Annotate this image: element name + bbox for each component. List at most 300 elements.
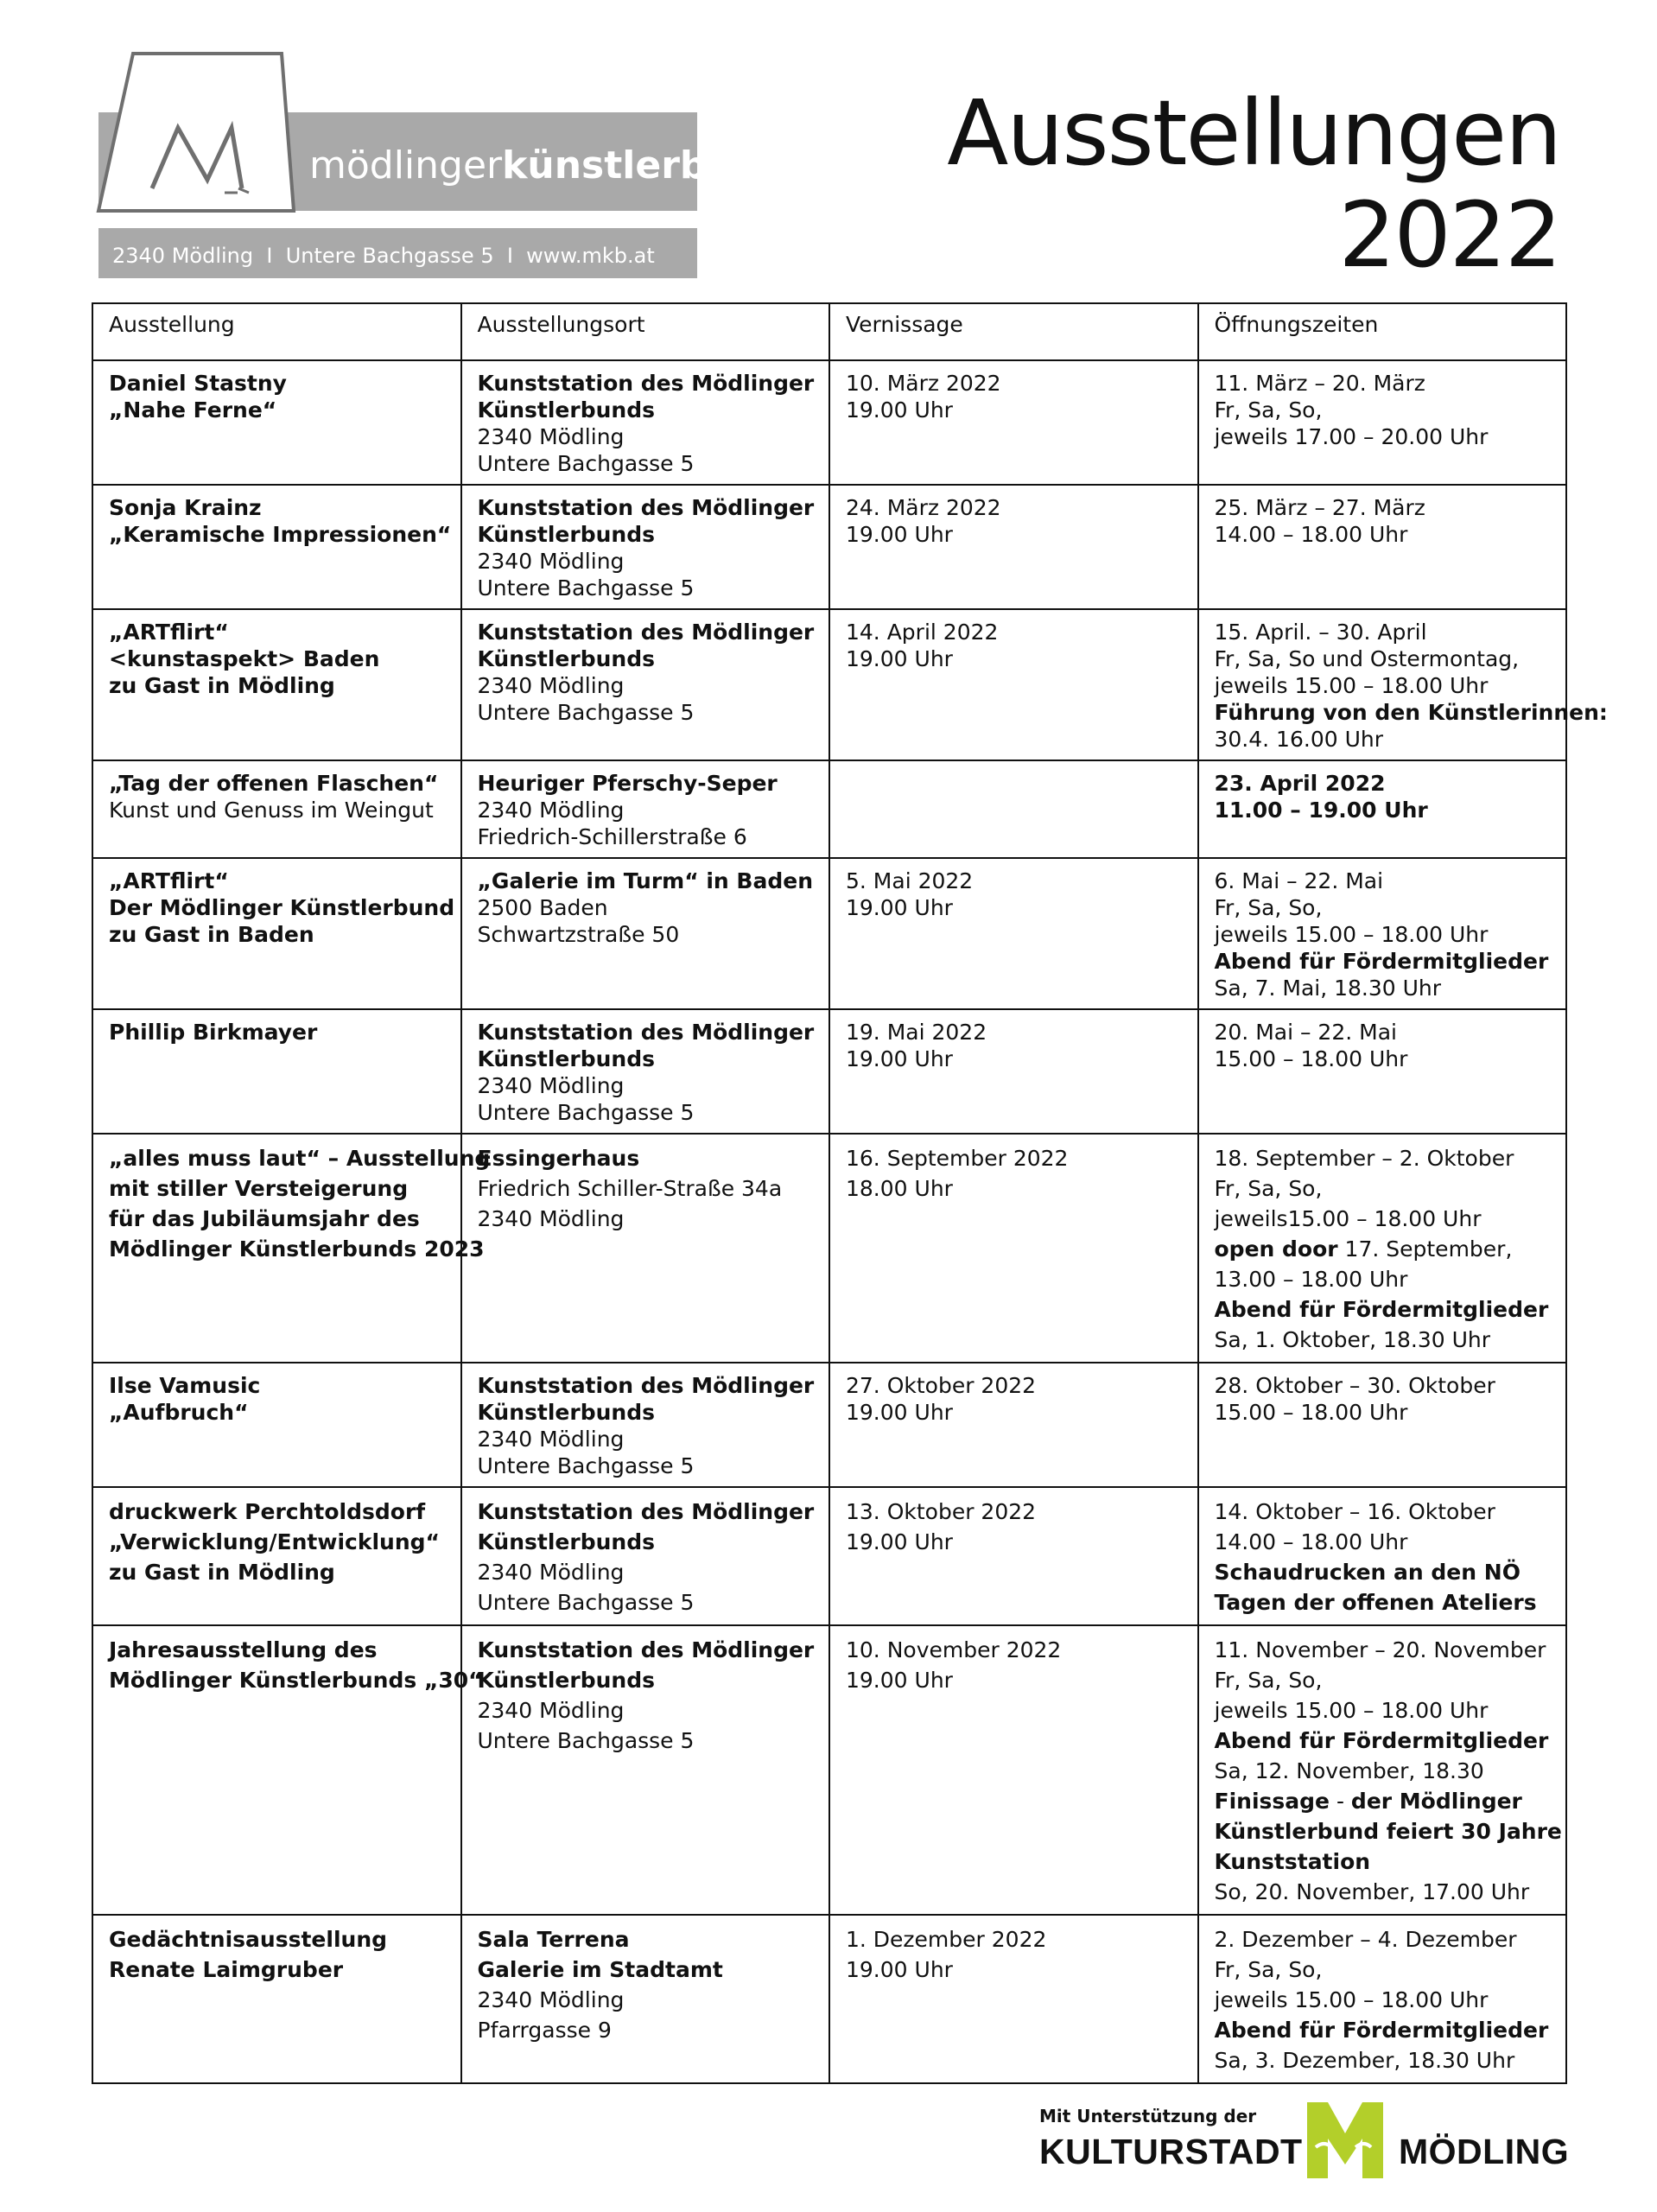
cell-text: Fr, Sa, So, [1214, 1957, 1323, 1982]
kulturstadt-text: KULTURSTADT [1039, 2132, 1303, 2171]
cell-line [109, 1497, 445, 1527]
cell-line [109, 397, 445, 423]
cell-text: Kunststation des Mödlinger [477, 1373, 815, 1398]
cell-text: 18. September – 2. Oktober [1214, 1146, 1514, 1171]
cell-text: Abend für Fördermitglieder [1214, 2018, 1549, 2043]
cell-text: 2340 Mödling [477, 549, 625, 574]
cell-text: 2340 Mödling [477, 1987, 625, 2012]
cell-line [109, 1372, 445, 1399]
cell-line [478, 1726, 814, 1756]
header-ausstellung: Ausstellung [92, 303, 461, 360]
cell-text: Untere Bachgasse 5 [477, 700, 695, 725]
table-row [92, 1487, 1566, 1625]
cell-line [478, 1399, 814, 1426]
cell-line [478, 521, 814, 548]
cell-oeffnungszeiten [1198, 760, 1567, 858]
cell-text: Pfarrgasse 9 [477, 2018, 612, 2043]
cell-line [478, 868, 814, 894]
cell-line [478, 1527, 814, 1557]
cell-text: jeweils 15.00 – 18.00 Uhr [1214, 673, 1489, 698]
cell-line [478, 1173, 814, 1204]
cell-line [478, 823, 814, 850]
cell-line [846, 1173, 1182, 1204]
mkb-logo [95, 50, 789, 283]
cell-text: 16. September 2022 [846, 1146, 1069, 1171]
cell-line [109, 868, 445, 894]
cell-line [478, 1985, 814, 2015]
cell-line [1215, 1497, 1551, 1527]
cell-line [109, 1143, 491, 1173]
table-row [92, 1915, 1566, 2083]
cell-line [478, 770, 814, 797]
cell-vernissage [829, 609, 1198, 760]
cell-ausstellungsort [461, 1487, 830, 1625]
cell-text: Daniel Stastny [109, 371, 287, 396]
cell-text: Untere Bachgasse 5 [477, 1100, 695, 1125]
logo-name-bold: künstlerbund [502, 143, 789, 188]
cell-text: Untere Bachgasse 5 [477, 575, 695, 601]
cell-text: 11.00 – 19.00 Uhr [1214, 798, 1428, 823]
cell-text: Kunststation des Mödlinger [477, 1499, 815, 1524]
cell-line [846, 521, 1182, 548]
cell-line [109, 494, 445, 521]
cell-line [846, 1399, 1182, 1426]
cell-text: 2340 Mödling [477, 798, 625, 823]
cell-text: 19.00 Uhr [846, 646, 953, 671]
cell-line [478, 397, 814, 423]
cell-vernissage [829, 1009, 1198, 1134]
cell-line [1215, 1726, 1551, 1756]
cell-line [846, 1143, 1182, 1173]
cell-text: 18.00 Uhr [846, 1176, 953, 1201]
cell-line [1215, 1955, 1551, 1985]
cell-line [1215, 1695, 1551, 1726]
cell-text: 2340 Mödling [477, 1206, 625, 1231]
cell-text: Jahresausstellung des [109, 1637, 378, 1662]
cell-ausstellung [92, 1625, 483, 1915]
table-row [92, 760, 1566, 858]
cell-text-rest: 17. September, [1337, 1236, 1513, 1262]
cell-vernissage [829, 1487, 1198, 1625]
cell-text: zu Gast in Mödling [109, 673, 335, 698]
cell-ausstellung [92, 1915, 461, 2083]
cell-line [1215, 1635, 1551, 1665]
cell-line [478, 1372, 814, 1399]
cell-text: Kunststation des Mödlinger [477, 371, 815, 396]
cell-text: Kunststation des Mödlinger [477, 1020, 815, 1045]
cell-oeffnungszeiten [1198, 609, 1608, 760]
cell-line [109, 619, 445, 645]
cell-line [846, 1955, 1182, 1985]
cell-text: Künstlerbunds [477, 397, 655, 423]
cell-line [846, 645, 1182, 672]
cell-text: 25. März – 27. März [1214, 495, 1425, 520]
cell-text: 6. Mai – 22. Mai [1214, 868, 1384, 893]
cell-text: 20. Mai – 22. Mai [1214, 1020, 1397, 1045]
cell-line [478, 450, 814, 477]
cell-line [478, 548, 814, 575]
cell-line [1215, 370, 1551, 397]
support-text: Mit Unterstützung der [1039, 2106, 1257, 2126]
cell-text: 1. Dezember 2022 [846, 1927, 1047, 1952]
cell-text: „ARTflirt“ [109, 620, 229, 645]
cell-text: Fr, Sa, So, [1214, 1668, 1323, 1693]
cell-text: Fr, Sa, So, [1214, 1176, 1323, 1201]
cell-oeffnungszeiten [1198, 1487, 1567, 1625]
cell-text: Untere Bachgasse 5 [477, 1590, 695, 1615]
cell-line [1215, 1204, 1551, 1234]
cell-text: Renate Laimgruber [109, 1957, 344, 1982]
cell-line [478, 370, 814, 397]
cell-line [1215, 1756, 1551, 1786]
moedling-text: MÖDLING [1399, 2132, 1570, 2171]
cell-text: 19.00 Uhr [846, 895, 953, 920]
cell-line [109, 1665, 483, 1695]
cell-line [478, 2015, 814, 2045]
cell-line [846, 894, 1182, 921]
cell-text: 13. Oktober 2022 [846, 1499, 1037, 1524]
cell-text: jeweils 17.00 – 20.00 Uhr [1214, 424, 1489, 449]
cell-line [1215, 1557, 1551, 1587]
cell-text: Ilse Vamusic [109, 1373, 261, 1398]
cell-text: 2340 Mödling [477, 1073, 625, 1098]
cell-text: Sala Terrena [477, 1927, 630, 1952]
logo-name-light: mödlinger [309, 143, 503, 188]
cell-text: Künstlerbunds [477, 1046, 655, 1071]
cell-text: Künstlerbunds [477, 1400, 655, 1425]
cell-vernissage [829, 760, 1198, 858]
cell-line [1215, 868, 1551, 894]
title-line-2: 2022 [1338, 182, 1560, 288]
cell-ausstellungsort [461, 609, 830, 760]
cell-oeffnungszeiten [1198, 360, 1567, 485]
cell-line [478, 699, 814, 726]
cell-line [846, 397, 1182, 423]
cell-line [846, 1046, 1182, 1072]
cell-line [109, 1924, 445, 1955]
cell-text: Mödlinger Künstlerbunds „30“ [109, 1668, 483, 1693]
cell-oeffnungszeiten [1198, 1363, 1567, 1487]
cell-line [1215, 1173, 1551, 1204]
cell-line [478, 672, 814, 699]
cell-text: 19.00 Uhr [846, 1668, 953, 1693]
cell-text: 13.00 – 18.00 Uhr [1214, 1267, 1408, 1292]
cell-ausstellungsort [461, 1625, 830, 1915]
cell-oeffnungszeiten [1198, 485, 1567, 609]
cell-line [109, 645, 445, 672]
cell-vernissage [829, 1134, 1198, 1363]
cell-line [478, 1452, 814, 1479]
svg-text:mödlingerkünstlerbund [309, 143, 789, 188]
cell-ausstellung [92, 1009, 461, 1134]
cell-text: 30.4. 16.00 Uhr [1214, 727, 1383, 752]
cell-line [478, 1665, 814, 1695]
cell-text: 24. März 2022 [846, 495, 1001, 520]
title-line-1: Ausstellungen [947, 80, 1560, 186]
cell-text: mit stiller Versteigerung [109, 1176, 409, 1201]
cell-ausstellung [92, 1487, 461, 1625]
cell-text: 2500 Baden [477, 895, 608, 920]
cell-text: 2340 Mödling [477, 1560, 625, 1585]
cell-text: Kunststation des Mödlinger [477, 495, 815, 520]
cell-text: 19. Mai 2022 [846, 1020, 987, 1045]
cell-text: Sonja Krainz [109, 495, 262, 520]
cell-text: druckwerk Perchtoldsdorf [109, 1499, 426, 1524]
cell-line [109, 1527, 445, 1557]
cell-ausstellung [92, 360, 461, 485]
cell-text: Essingerhaus [477, 1146, 640, 1171]
cell-line [478, 1099, 814, 1126]
cell-vernissage [829, 360, 1198, 485]
table-row [92, 1363, 1566, 1487]
cell-text: „alles muss laut“ – Ausstellung [109, 1146, 491, 1171]
cell-text: 2. Dezember – 4. Dezember [1214, 1927, 1517, 1952]
cell-text: „Nahe Ferne“ [109, 397, 277, 423]
table-row [92, 609, 1566, 760]
cell-line [109, 1173, 445, 1204]
cell-line [478, 894, 814, 921]
logo-m-icon [98, 54, 294, 211]
cell-line [109, 1019, 445, 1046]
cell-ausstellung [92, 609, 461, 760]
cell-text: 14. Oktober – 16. Oktober [1214, 1499, 1495, 1524]
cell-text: 19.00 Uhr [846, 1529, 953, 1554]
cell-text: Kunststation des Mödlinger [477, 620, 815, 645]
cell-line [846, 1924, 1182, 1955]
cell-line [1215, 1372, 1551, 1399]
sponsor-footer [1032, 2095, 1585, 2182]
cell-line [1215, 797, 1551, 823]
cell-line [478, 1046, 814, 1072]
cell-line [478, 1587, 814, 1618]
cell-line [478, 1635, 814, 1665]
cell-text: Abend für Fördermitglieder [1214, 949, 1549, 974]
cell-vernissage [829, 1625, 1198, 1915]
table-row [92, 858, 1566, 1009]
cell-line [1215, 948, 1551, 975]
cell-line [109, 1557, 445, 1587]
cell-line [478, 1426, 814, 1452]
cell-ausstellung [92, 485, 461, 609]
cell-text: <kunstaspekt> Baden [109, 646, 380, 671]
cell-line [1215, 975, 1551, 1001]
cell-text: 5. Mai 2022 [846, 868, 974, 893]
cell-line [846, 1372, 1182, 1399]
cell-text: Abend für Fördermitglieder [1214, 1297, 1549, 1322]
cell-text: Finissage [1214, 1789, 1330, 1814]
cell-oeffnungszeiten [1198, 1915, 1567, 2083]
cell-line [109, 521, 452, 548]
cell-line [1215, 1325, 1551, 1355]
cell-line [1215, 1985, 1551, 2015]
cell-text: 2340 Mödling [477, 1427, 625, 1452]
cell-text: 15. April. – 30. April [1214, 620, 1427, 645]
cell-text: 19.00 Uhr [846, 1400, 953, 1425]
cell-vernissage [829, 1363, 1198, 1487]
cell-text: Schaudrucken an den NÖ [1214, 1560, 1521, 1585]
cell-line [1215, 1046, 1551, 1072]
cell-line [1215, 894, 1551, 921]
cell-line [1215, 726, 1551, 753]
cell-text: 10. November 2022 [846, 1637, 1062, 1662]
cell-line [478, 1204, 814, 1234]
kulturstadt-m-icon [1302, 2095, 1388, 2180]
cell-line [1215, 1587, 1551, 1618]
cell-ausstellung [92, 1363, 461, 1487]
cell-line [1215, 2015, 1551, 2045]
cell-text: 28. Oktober – 30. Oktober [1214, 1373, 1495, 1398]
cell-text: Heuriger Pferschy-Seper [477, 771, 778, 796]
cell-ausstellungsort [461, 858, 830, 1009]
cell-line [109, 921, 445, 948]
cell-line [1215, 2045, 1551, 2075]
cell-line [1215, 1399, 1551, 1426]
cell-line [478, 1497, 814, 1527]
cell-text: Untere Bachgasse 5 [477, 451, 695, 476]
cell-text-rest-bold: der Mödlinger [1350, 1789, 1522, 1814]
cell-line [1215, 619, 1551, 645]
cell-line [478, 1695, 814, 1726]
cell-line [1215, 1847, 1551, 1877]
table-row [92, 360, 1566, 485]
cell-line [1215, 494, 1551, 521]
cell-line [109, 1955, 445, 1985]
cell-text: 19.00 Uhr [846, 397, 953, 423]
exhibition-table [92, 302, 1608, 2084]
cell-line [478, 645, 814, 672]
cell-text: Mödlinger Künstlerbunds 2023 [109, 1236, 485, 1262]
cell-ausstellung [92, 1134, 491, 1363]
cell-ausstellungsort [461, 1134, 830, 1363]
cell-line [109, 894, 455, 921]
cell-text: 10. März 2022 [846, 371, 1001, 396]
cell-text: 14. April 2022 [846, 620, 999, 645]
cell-line [846, 619, 1182, 645]
cell-line [1215, 1527, 1551, 1557]
cell-text: 2340 Mödling [477, 673, 625, 698]
cell-text: Tagen der offenen Ateliers [1214, 1590, 1537, 1615]
cell-line [1215, 397, 1551, 423]
cell-line [1215, 1877, 1551, 1907]
cell-line [109, 797, 445, 823]
cell-text: 2340 Mödling [477, 424, 625, 449]
cell-line [846, 868, 1182, 894]
cell-ausstellungsort [461, 485, 830, 609]
cell-text: 23. April 2022 [1214, 771, 1386, 796]
cell-text: jeweils 15.00 – 18.00 Uhr [1214, 1987, 1489, 2012]
cell-text: Gedächtnisausstellung [109, 1927, 388, 1952]
table-row [92, 1625, 1566, 1915]
header-vernissage: Vernissage [829, 303, 1198, 360]
header-oeffnungszeiten: Öffnungszeiten [1198, 303, 1567, 360]
cell-oeffnungszeiten [1198, 1625, 1567, 1915]
table-row [92, 485, 1566, 609]
cell-line [1215, 521, 1551, 548]
cell-line [478, 797, 814, 823]
cell-text: So, 20. November, 17.00 Uhr [1214, 1879, 1530, 1904]
cell-line [846, 1527, 1182, 1557]
cell-line [1215, 1924, 1551, 1955]
cell-text: 27. Oktober 2022 [846, 1373, 1037, 1398]
cell-text: Untere Bachgasse 5 [477, 1453, 695, 1478]
cell-line [846, 1019, 1182, 1046]
cell-vernissage [829, 858, 1198, 1009]
cell-text: zu Gast in Baden [109, 922, 314, 947]
cell-line [1215, 1294, 1551, 1325]
cell-text: Galerie im Stadtamt [477, 1957, 723, 1982]
cell-line [846, 370, 1182, 397]
cell-text: 15.00 – 18.00 Uhr [1214, 1046, 1408, 1071]
cell-line [1215, 645, 1551, 672]
cell-text: Führung von den Künstlerinnen: [1214, 700, 1608, 725]
cell-line [109, 770, 445, 797]
cell-text: Fr, Sa, So und Ostermontag, [1214, 646, 1520, 671]
cell-line [109, 1234, 485, 1264]
cell-ausstellungsort [461, 760, 830, 858]
cell-text: Künstlerbunds [477, 1529, 655, 1554]
cell-text: 19.00 Uhr [846, 522, 953, 547]
cell-line [1215, 423, 1551, 450]
cell-line [1215, 1665, 1551, 1695]
cell-line [109, 1399, 445, 1426]
cell-line [478, 494, 814, 521]
cell-text: Künstlerbunds [477, 646, 655, 671]
cell-line [1215, 1264, 1551, 1294]
cell-line [109, 370, 445, 397]
cell-text: Sa, 1. Oktober, 18.30 Uhr [1214, 1327, 1490, 1352]
cell-text: „Galerie im Turm“ in Baden [477, 868, 813, 893]
table-row [92, 1134, 1566, 1363]
cell-line [478, 1072, 814, 1099]
cell-text: Sa, 7. Mai, 18.30 Uhr [1214, 976, 1442, 1001]
cell-text: Fr, Sa, So, [1214, 397, 1323, 423]
cell-text: Künstlerbund feiert 30 Jahre [1214, 1819, 1562, 1844]
cell-line [1215, 921, 1551, 948]
cell-line [478, 1019, 814, 1046]
cell-line [1215, 1786, 1551, 1816]
cell-text: jeweils 15.00 – 18.00 Uhr [1214, 922, 1489, 947]
cell-ausstellungsort [461, 360, 830, 485]
cell-text: zu Gast in Mödling [109, 1560, 335, 1585]
cell-text: 15.00 – 18.00 Uhr [1214, 1400, 1408, 1425]
cell-ausstellungsort [461, 1915, 830, 2083]
cell-text: „ARTflirt“ [109, 868, 229, 893]
cell-line [1215, 1019, 1551, 1046]
cell-text: Fr, Sa, So, [1214, 895, 1323, 920]
page-title [947, 82, 1560, 286]
cell-text: jeweils15.00 – 18.00 Uhr [1214, 1206, 1482, 1231]
cell-text: 11. März – 20. März [1214, 371, 1425, 396]
cell-ausstellungsort [461, 1009, 830, 1134]
cell-line [478, 575, 814, 601]
cell-line [1215, 770, 1551, 797]
cell-text: Künstlerbunds [477, 522, 655, 547]
cell-line [478, 1924, 814, 1955]
cell-text: Sa, 3. Dezember, 18.30 Uhr [1214, 2048, 1515, 2073]
cell-line [109, 1635, 445, 1665]
cell-oeffnungszeiten [1198, 858, 1567, 1009]
header-ausstellungsort: Ausstellungsort [461, 303, 830, 360]
cell-text: Sa, 12. November, 18.30 [1214, 1758, 1484, 1783]
cell-line [478, 1143, 814, 1173]
cell-line [478, 1557, 814, 1587]
cell-text: 19.00 Uhr [846, 1957, 953, 1982]
cell-line [109, 1204, 445, 1234]
cell-text: „Verwicklung/Entwicklung“ [109, 1529, 440, 1554]
cell-text: Kunststation des Mödlinger [477, 1637, 815, 1662]
cell-oeffnungszeiten [1198, 1134, 1567, 1363]
cell-ausstellung [92, 760, 461, 858]
